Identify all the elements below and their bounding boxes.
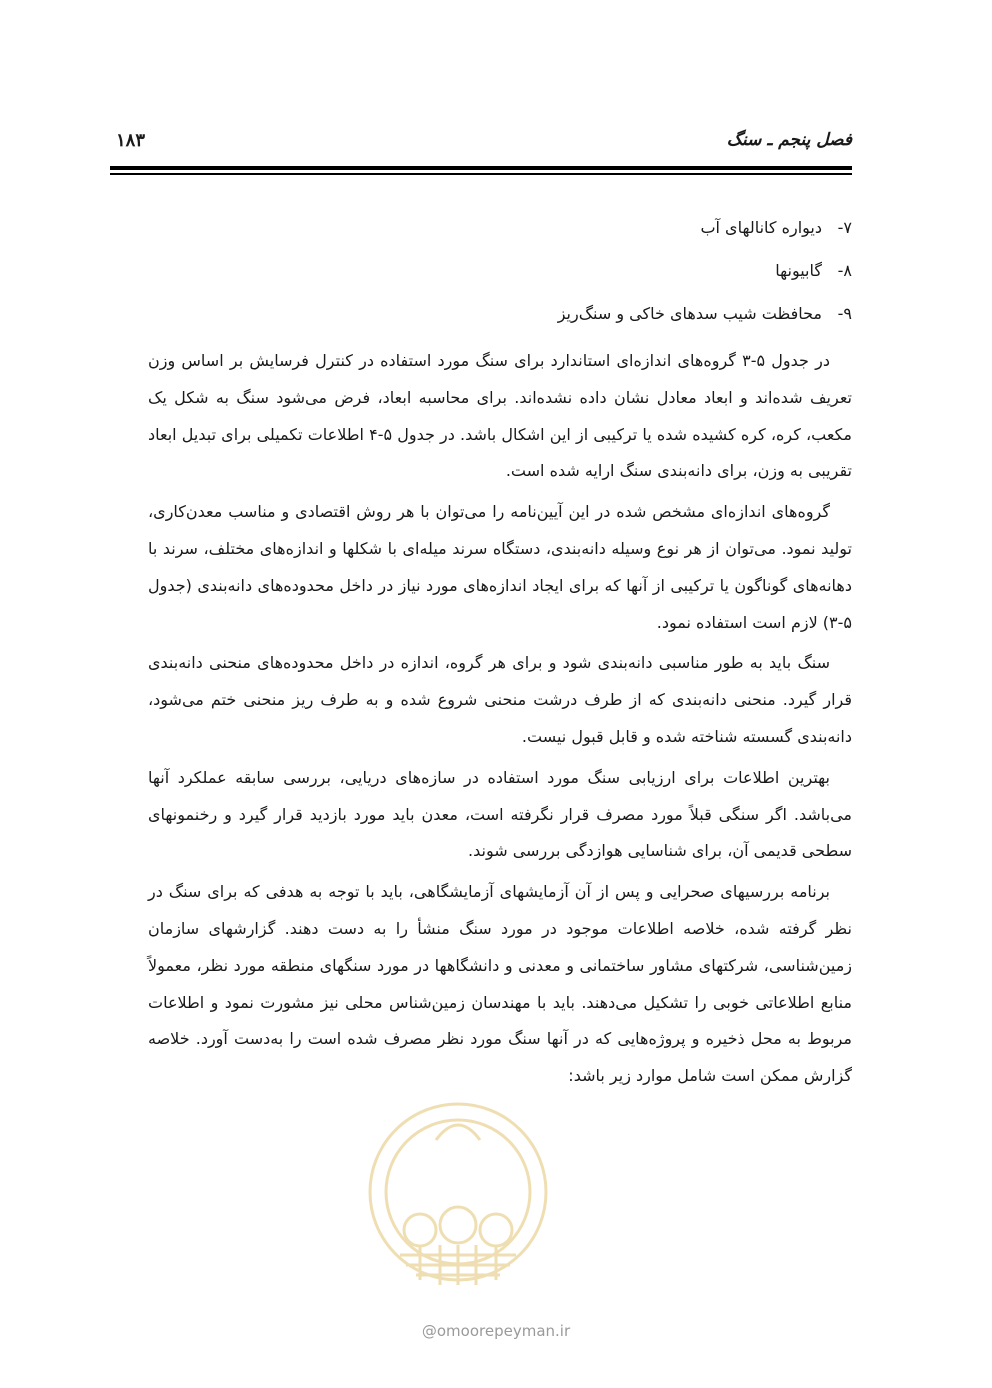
list-item-number: ۹- — [837, 304, 852, 323]
page-number: ۱۸۳ — [116, 130, 146, 151]
header-rule-thin — [110, 173, 852, 175]
paragraph: گروه‌های اندازه‌ای مشخص شده در این آیین‌نامه را می‌توان با هر روش اقتصادی و مناسب معدن‌کاری، تولید نمود. می‌توان از هر نوع وسیله دانه‌بندی، دستگاه سرند میله‌ای با شکلها و اندازه‌های مختلف، سرند با دهانه‌های گوناگون یا ترکیبی از آنها که برای ایجاد اندازه‌های مورد نیاز در داخل محدوده‌های دانه‌بندی (جدول ۵-۳) لازم است استفاده نمود. — [148, 502, 852, 632]
seal-outline — [370, 1104, 546, 1285]
page-header — [110, 128, 852, 158]
watermark-site-text: @omoorepeyman.ir — [421, 1322, 571, 1340]
numbered-list — [558, 214, 852, 343]
paragraph: سنگ باید به طور مناسبی دانه‌بندی شود و برای هر گروه، اندازه در داخل محدوده‌های منحنی دانه‌بندی قرار گیرد. منحنی دانه‌بندی که از طرف درشت منحنی شروع شده و به طرف ریز منحنی ختم می‌شود، دانه‌بندی گسسته شناخته شده و قابل قبول نیست. — [148, 653, 852, 746]
chapter-title: فصل پنجم ـ سنگ — [726, 130, 852, 150]
paragraph: در جدول ۵-۳ گروه‌های اندازه‌ای استاندارد برای سنگ مورد استفاده در کنترل فرسایش بر اساس وزن تعریف شده‌اند و ابعاد معادل نشان داده نشده‌اند. برای محاسبه ابعاد، فرض می‌شود سنگ به شکل یک مکعب، کره، کره کشیده شده یا ترکیبی از این اشکال باشد. در جدول ۵-۴ اطلاعات تکمیلی برای تبدیل ابعاد تقریبی به وزن، برای دانه‌بندی سنگ ارایه شده است. — [148, 351, 852, 481]
watermark-seal-icon — [360, 1080, 556, 1300]
list-item-text: محافظت شیب سدهای خاکی و سنگ‌ریز — [557, 304, 822, 323]
list-item — [558, 257, 852, 300]
list-item — [558, 214, 852, 257]
list-item — [558, 300, 852, 343]
list-item-number: ۸- — [837, 261, 852, 280]
header-rule-thick — [110, 166, 852, 170]
list-item-text: گابیونها — [775, 261, 822, 280]
paragraph: بهترین اطلاعات برای ارزیابی سنگ مورد استفاده در سازه‌های دریایی، بررسی سابقه عملکرد آنها می‌باشد. اگر سنگی قبلاً مورد مصرف قرار نگرفته است، معدن باید مورد بازدید قرار گیرد و رخنمونهای سطحی قدیمی آن، برای شناسایی هوازدگی بررسی شوند. — [148, 767, 852, 861]
body-text — [148, 343, 852, 1099]
paragraph: برنامه بررسیهای صحرایی و پس از آن آزمایشهای آزمایشگاهی، باید با توجه به هدفی که برای سنگ در نظر گرفته شده، خلاصه اطلاعات موجود در مورد سنگ منشأ را به دست دهند. گزارشهای سازمان زمین‌شناسی، شرکتهای مشاور ساختمانی و معدنی و دانشگاهها در مورد سنگهای منطقه مورد نظر، معمولاً منابع اطلاعاتی خوبی را تشکیل می‌دهند. باید با مهندسان زمین‌شناس محلی نیز مشورت نمود و اطلاعات مربوط به محل ذخیره و پروژه‌هایی که در آنها سنگ مورد نظر مصرف شده است را به‌دست آورد. خلاصه گزارش ممکن است شامل موارد زیر باشد: — [148, 882, 852, 1086]
list-item-text: دیواره کانالهای آب — [700, 218, 822, 237]
list-item-number: ۷- — [837, 218, 852, 237]
